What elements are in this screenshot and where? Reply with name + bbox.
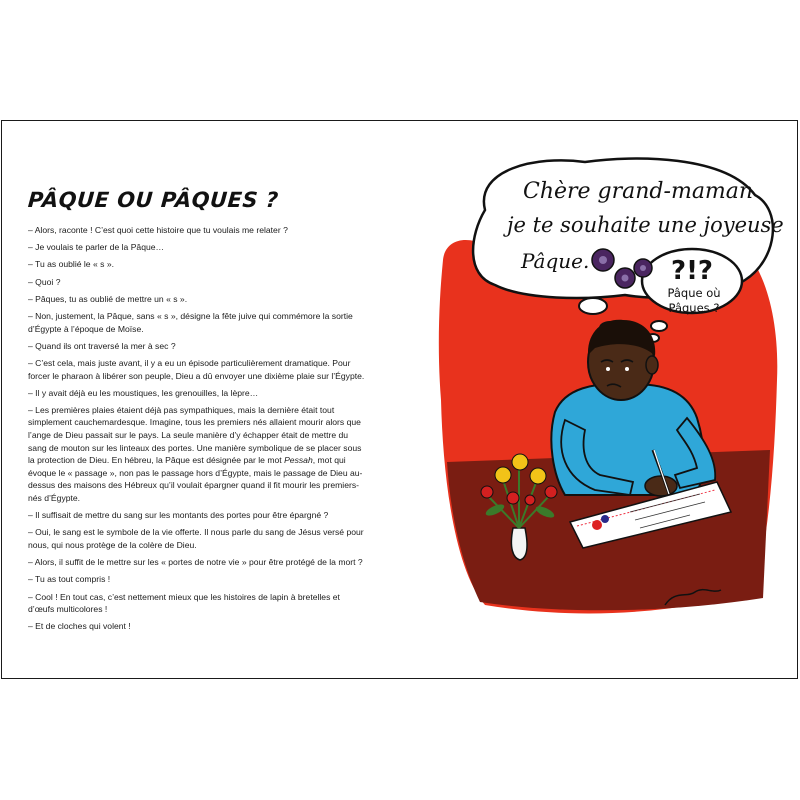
dialog-line: – C’est cela, mais juste avant, il y a eu un épisode particulièrement dramatique. Pour forcer le pharaon à libérer son peuple, Dieu a dû envoyer une dixième plaie sur l’Égypte.	[28, 357, 365, 381]
eye	[606, 367, 610, 371]
thought-dot	[579, 298, 607, 314]
dialog-line: – Non, justement, la Pâque, sans « s », désigne la fête juive qui commémore la sortie d’Égypte à l’époque de Moïse.	[28, 310, 353, 334]
dialog-line-pessah	[28, 404, 368, 505]
bubble-line: Pâque.	[521, 249, 590, 273]
dialog-line: – Je voulais te parler de la Pâque…	[28, 242, 165, 253]
bubble-line: Chère grand-maman	[523, 179, 754, 204]
dialog-line: – Cool ! En tout cas, c’est nettement mieux que les histoires de lapin à bretelles et d’œufs multicolores !	[28, 591, 340, 615]
question-marks: ?!?	[670, 256, 714, 286]
pessah-word: Pessah	[284, 455, 313, 466]
left-page	[28, 188, 368, 638]
ear	[646, 356, 658, 374]
question-line: Pâque où	[667, 286, 721, 300]
question-line: Pâques ?	[668, 301, 720, 315]
dialog-line: – Pâques, tu as oublié de mettre un « s ».	[28, 293, 188, 304]
dialog-line: – Tu as tout compris !	[28, 574, 111, 585]
thought-dot	[651, 321, 667, 331]
dialog-line: – Alors, raconte ! C’est quoi cette histoire que tu voulais me relater ?	[28, 225, 288, 235]
dialog-line: – Oui, le sang est le symbole de la vie offerte. Il nous parle du sang de Jésus versé pour nous, qui nous protège de la colère de Dieu.	[28, 527, 364, 550]
dialog-line: – Il suffisait de mettre du sang sur les montants des portes pour être épargné ?	[28, 510, 329, 521]
dialog-line: – Alors, il suffit de le mettre sur les « portes de notre vie » pour être protégé de la mort ?	[28, 557, 363, 568]
dialog-line: – Et de cloches qui volent !	[28, 621, 131, 632]
dialog-line: – Tu as oublié le « s ».	[28, 259, 114, 270]
dialog-segment: – Les premières plaies étaient déjà pas sympathiques, mais la dernière était tout simplement cauchemardesque. Imagine, tous les premiers nés allaient mourir alors que l’ange de Dieu passait sur le pays. La seule manière d’y échapper était de mettre du sang de mouton sur les linteaux des portes. Une manière symbolique de se placer sous la protection de Dieu. En hébreu, la Pâque est désignée par le mot	[28, 404, 362, 466]
illustration	[425, 150, 785, 630]
dialog-line: – Il y avait déjà eu les moustiques, les grenouilles, la lèpre…	[28, 387, 259, 398]
dialog-text	[28, 224, 368, 633]
hand	[645, 476, 677, 496]
dialog-segment: , mot qui évoque le « passage », non pas le passage hors d’Égypte, mais le passage de Dieu au-dessus des maisons des Hébreux qu’il voulait épargner quand il fit mourir les premiers-nés d’Égypte.	[28, 455, 363, 504]
bubble-line: je te souhaite une joyeuse	[507, 213, 784, 237]
eye	[625, 367, 629, 371]
page-title: PÂQUE OU PÂQUES ?	[27, 188, 280, 212]
dialog-line: – Quoi ?	[28, 276, 61, 287]
dialog-line: – Quand ils ont traversé la mer à sec ?	[28, 340, 176, 351]
